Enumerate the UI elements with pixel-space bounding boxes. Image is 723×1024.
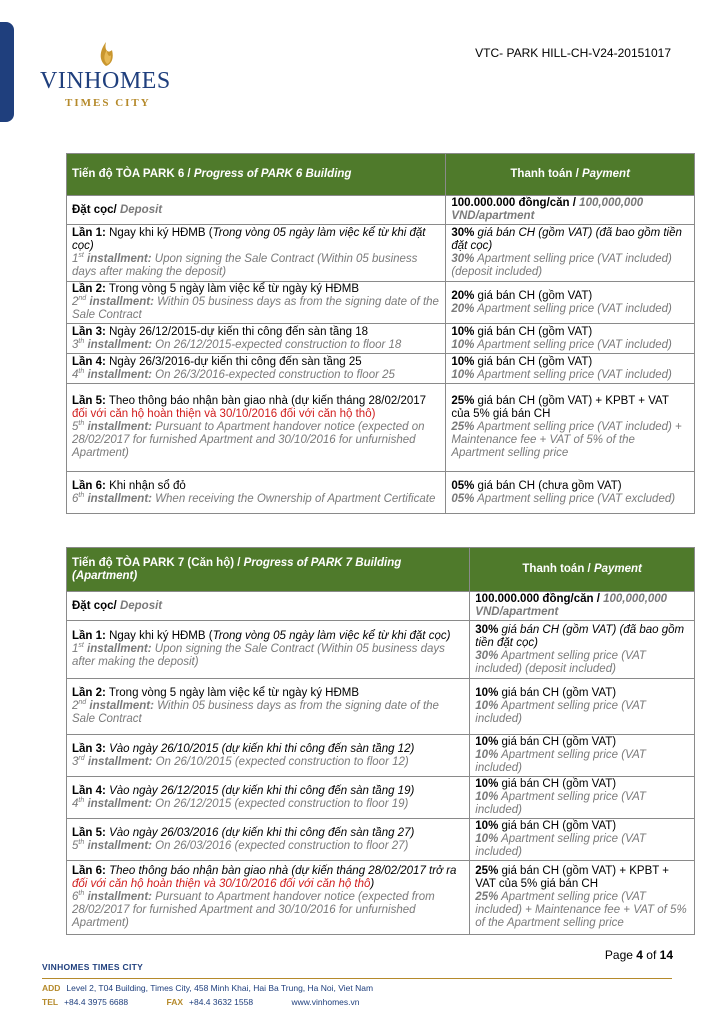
footer-tel: +84.4 3975 6688 bbox=[64, 997, 129, 1007]
table-row bbox=[67, 472, 695, 514]
row-label: Lần 3: Ngày 26/12/2015-dự kiến thi công đến sàn tầng 18 3th installment: On 26/12/2015-expected construction to floor 18 bbox=[67, 324, 446, 354]
row-payment: 30% giá bán CH (gồm VAT) (đã bao gồm tiền đặt cọc) 30% Apartment selling price (VAT included) (deposit included) bbox=[470, 621, 695, 679]
page-edge-tab bbox=[0, 22, 14, 122]
table-row bbox=[67, 384, 695, 472]
table-row bbox=[67, 621, 695, 679]
row-label: Lần 1: Ngay khi ký HĐMB (Trong vòng 05 ngày làm việc kể từ khi đặt cọc) 1st installment: Upon signing the Sale Contract (Within 05 business days after making the deposit) bbox=[67, 621, 470, 679]
table-header-row bbox=[67, 548, 695, 592]
row-payment: 10% giá bán CH (gồm VAT) 10% Apartment selling price (VAT included) bbox=[470, 777, 695, 819]
flame-logo-icon bbox=[92, 36, 120, 68]
footer-fax: +84.4 3632 1558 bbox=[189, 997, 254, 1007]
row-label: Lần 4: Ngày 26/3/2016-dự kiến thi công đến sàn tầng 25 4th installment: On 26/3/2016-expected construction to floor 25 bbox=[67, 354, 446, 384]
row-payment: 10% giá bán CH (gồm VAT) 10% Apartment selling price (VAT included) bbox=[470, 735, 695, 777]
footer-divider bbox=[42, 978, 672, 979]
row-payment: 30% giá bán CH (gồm VAT) (đã bao gồm tiền đặt cọc) 30% Apartment selling price (VAT included) (deposit included) bbox=[446, 225, 695, 282]
park6-payment-table bbox=[66, 153, 695, 514]
row-label: Lần 2: Trong vòng 5 ngày làm việc kể từ ngày ký HĐMB 2nd installment: Within 05 business days as from the signing date of the Sale Contract bbox=[67, 282, 446, 324]
row-label: Lần 2: Trong vòng 5 ngày làm việc kể từ ngày ký HĐMB 2nd installment: Within 05 business days as from the signing date of the Sale Contract bbox=[67, 679, 470, 735]
table-header-row bbox=[67, 154, 695, 196]
park7-payment-table bbox=[66, 547, 695, 935]
row-payment: 10% giá bán CH (gồm VAT) 10% Apartment selling price (VAT included) bbox=[446, 354, 695, 384]
row-label: Lần 6: Theo thông báo nhận bàn giao nhà (dự kiến tháng 28/02/2017 trở ra đối với căn hộ hoàn thiện và 30/10/2016 đối với căn hộ thô) 6th installment: Pursuant to Apartment handover notice (expected from 28/02/2017 for furnished Apartment and 30/10/2016 for unfurnished Apartment) bbox=[67, 861, 470, 935]
row-payment: 20% giá bán CH (gồm VAT) 20% Apartment selling price (VAT included) bbox=[446, 282, 695, 324]
row-label: Đặt cọc/ Deposit bbox=[67, 196, 446, 225]
row-payment: 10% giá bán CH (gồm VAT) 10% Apartment selling price (VAT included) bbox=[470, 819, 695, 861]
row-payment: 100.000.000 đồng/căn / 100,000,000 VND/apartment bbox=[470, 592, 695, 621]
row-label: Lần 5: Vào ngày 26/03/2016 (dự kiến khi thi công đến sàn tầng 27) 5th installment: On 26/03/2016 (expected construction to floor 27) bbox=[67, 819, 470, 861]
logo-brand-name: VINHOMES bbox=[40, 68, 171, 94]
footer bbox=[42, 962, 682, 1007]
progress-header: Tiến độ TÒA PARK 6 / Progress of PARK 6 Building bbox=[67, 154, 446, 196]
row-label: Lần 3: Vào ngày 26/10/2015 (dự kiến khi thi công đến sàn tầng 12) 3rd installment: On 26/10/2015 (expected construction to floor 12) bbox=[67, 735, 470, 777]
row-label: Lần 5: Theo thông báo nhận bàn giao nhà (dự kiến tháng 28/02/2017 đối với căn hộ hoàn thiện và 30/10/2016 đối với căn hộ thô) 5th installment: Pursuant to Apartment handover notice (expected on 28/02/2017 for furnished Apartment and 30/10/2016 for unfurnished Apartment) bbox=[67, 384, 446, 472]
table-row bbox=[67, 196, 695, 225]
table-row bbox=[67, 324, 695, 354]
progress-header: Tiến độ TÒA PARK 7 (Căn hộ) / Progress of PARK 7 Building (Apartment) bbox=[67, 548, 470, 592]
table-row bbox=[67, 861, 695, 935]
payment-header: Thanh toán / Payment bbox=[470, 548, 695, 592]
row-payment: 05% giá bán CH (chưa gồm VAT) 05% Apartment selling price (VAT excluded) bbox=[446, 472, 695, 514]
row-label: Lần 6: Khi nhận sổ đỏ 6th installment: When receiving the Ownership of Apartment Certificate bbox=[67, 472, 446, 514]
payment-header: Thanh toán / Payment bbox=[446, 154, 695, 196]
row-payment: 25% giá bán CH (gồm VAT) + KPBT + VAT của 5% giá bán CH 25% Apartment selling price (VAT included) + Maintenance fee + VAT of 5% of the Apartment selling price bbox=[446, 384, 695, 472]
footer-contact-line: TEL +84.4 3975 6688 FAX +84.4 3632 1558 www.vinhomes.vn bbox=[42, 997, 360, 1007]
page-number: Page 4 of 14 bbox=[604, 948, 673, 962]
table-row bbox=[67, 777, 695, 819]
logo-brand-sub: TIMES CITY bbox=[65, 97, 151, 109]
table-row bbox=[67, 819, 695, 861]
vinhomes-logo bbox=[40, 36, 180, 116]
row-payment: 10% giá bán CH (gồm VAT) 10% Apartment selling price (VAT included) bbox=[470, 679, 695, 735]
table-row bbox=[67, 282, 695, 324]
row-label: Đặt cọc/ Deposit bbox=[67, 592, 470, 621]
table-row bbox=[67, 735, 695, 777]
footer-website[interactable]: www.vinhomes.vn bbox=[291, 997, 360, 1007]
document-code: VTC- PARK HILL-CH-V24-20151017 bbox=[475, 46, 671, 60]
table-row bbox=[67, 354, 695, 384]
table-row bbox=[67, 679, 695, 735]
table-row bbox=[67, 225, 695, 282]
footer-address-line: ADD Level 2, T04 Building, Times City, 458 Minh Khai, Hai Ba Trung, Ha Noi, Viet Nam bbox=[42, 983, 374, 993]
row-payment: 100.000.000 đồng/căn / 100,000,000 VND/apartment bbox=[446, 196, 695, 225]
row-label: Lần 1: Ngay khi ký HĐMB (Trong vòng 05 ngày làm việc kể từ khi đặt cọc) 1st installment: Upon signing the Sale Contract (Within 05 business days after making the deposit) bbox=[67, 225, 446, 282]
row-payment: 10% giá bán CH (gồm VAT) 10% Apartment selling price (VAT included) bbox=[446, 324, 695, 354]
row-payment: 25% giá bán CH (gồm VAT) + KPBT + VAT của 5% giá bán CH 25% Apartment selling price (VAT included) + Maintenance fee + VAT of 5% of the Apartment selling price bbox=[470, 861, 695, 935]
row-label: Lần 4: Vào ngày 26/12/2015 (dự kiến khi thi công đến sàn tầng 19) 4th installment: On 26/12/2015 (expected construction to floor 19) bbox=[67, 777, 470, 819]
table-row bbox=[67, 592, 695, 621]
footer-address: Level 2, T04 Building, Times City, 458 Minh Khai, Hai Ba Trung, Ha Noi, Viet Nam bbox=[66, 983, 374, 993]
footer-brand: VINHOMES TIMES CITY bbox=[42, 962, 144, 972]
